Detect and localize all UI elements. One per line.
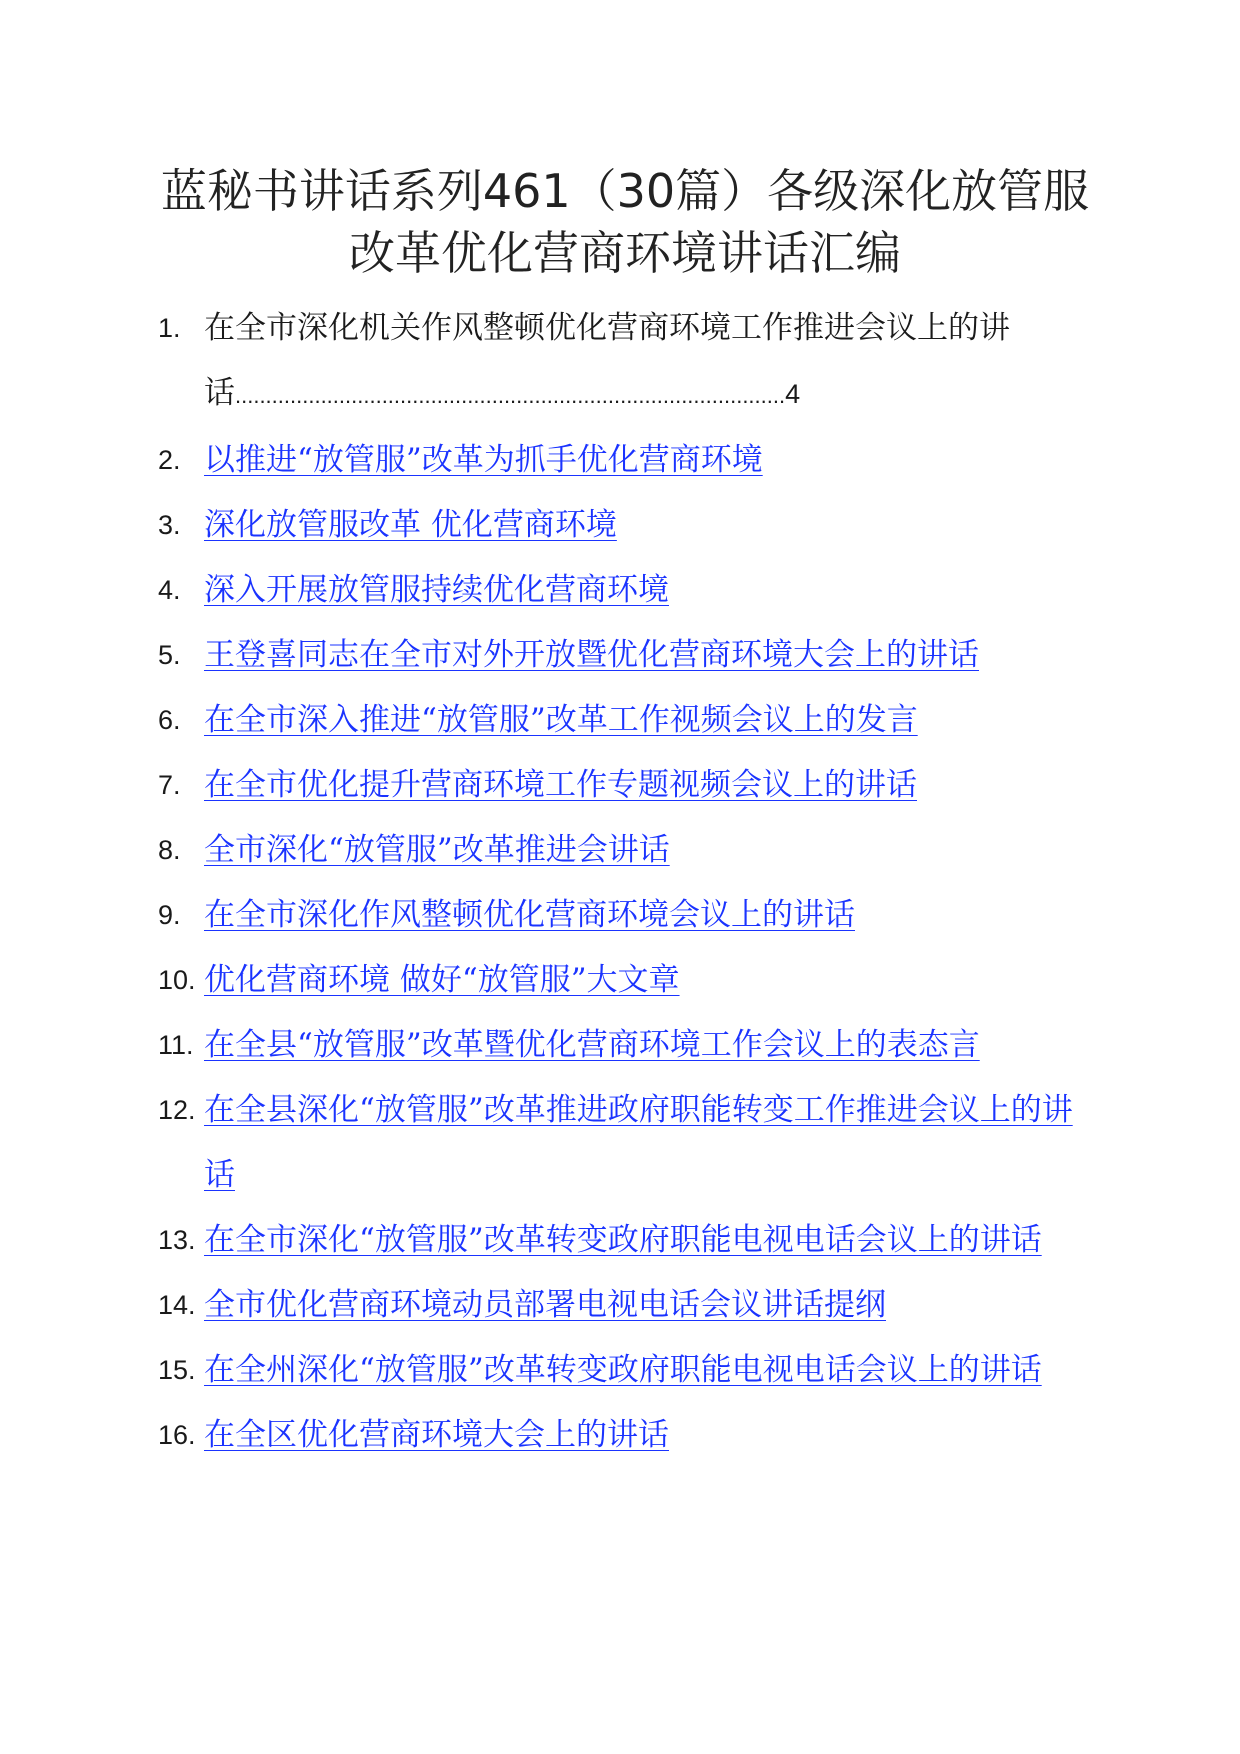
toc-number: 14. xyxy=(158,1290,196,1320)
toc-entry[interactable] xyxy=(158,1078,1098,1208)
toc-entry[interactable] xyxy=(158,688,1098,753)
toc-entry[interactable] xyxy=(158,1403,1098,1468)
toc-page-number: 4 xyxy=(785,379,801,409)
toc-number: 16. xyxy=(158,1420,196,1450)
toc-number: 15. xyxy=(158,1355,196,1385)
toc-number: 8. xyxy=(158,835,181,865)
toc-entry[interactable] xyxy=(158,623,1098,688)
toc-link[interactable]: 在全市优化提升营商环境工作专题视频会议上的讲话 xyxy=(204,767,917,803)
toc-entry[interactable] xyxy=(158,948,1098,1013)
toc-entry[interactable] xyxy=(158,1013,1098,1078)
toc-number: 4. xyxy=(158,575,181,605)
toc-leader-dots: .......................................................................................... xyxy=(235,383,786,408)
toc-entry[interactable] xyxy=(158,558,1098,623)
toc-entry-text-cont: 话 xyxy=(204,375,235,411)
toc-entry[interactable] xyxy=(158,1208,1098,1273)
toc-entry[interactable] xyxy=(158,428,1098,493)
toc-entry-1 xyxy=(158,296,1098,428)
toc-link[interactable]: 在全市深化作风整顿优化营商环境会议上的讲话 xyxy=(204,897,855,933)
toc-entry[interactable] xyxy=(158,883,1098,948)
toc-link[interactable]: 在全州深化“放管服”改革转变政府职能电视电话会议上的讲话 xyxy=(204,1352,1042,1388)
toc-link[interactable]: 在全县“放管服”改革暨优化营商环境工作会议上的表态言 xyxy=(204,1027,980,1063)
toc-number: 9. xyxy=(158,900,181,930)
table-of-contents xyxy=(158,296,1098,1468)
toc-link[interactable]: 深入开展放管服持续优化营商环境 xyxy=(204,572,669,608)
toc-entry[interactable] xyxy=(158,493,1098,558)
document-title: 蓝秘书讲话系列461（30篇）各级深化放管服改革优化营商环境讲话汇编 xyxy=(160,164,1090,280)
toc-link[interactable]: 在全县深化“放管服”改革推进政府职能转变工作推进会议上的讲话 xyxy=(204,1092,1073,1193)
toc-link[interactable]: 以推进“放管服”改革为抓手优化营商环境 xyxy=(204,442,763,478)
toc-link[interactable]: 在全市深化“放管服”改革转变政府职能电视电话会议上的讲话 xyxy=(204,1222,1042,1258)
toc-entry[interactable] xyxy=(158,1273,1098,1338)
toc-leader-line xyxy=(204,361,1030,428)
toc-link[interactable]: 优化营商环境 做好“放管服”大文章 xyxy=(204,962,680,998)
toc-number: 10. xyxy=(158,965,196,995)
toc-number: 2. xyxy=(158,445,181,475)
toc-number: 3. xyxy=(158,510,181,540)
toc-number: 13. xyxy=(158,1225,196,1255)
toc-link[interactable]: 在全市深入推进“放管服”改革工作视频会议上的发言 xyxy=(204,702,918,738)
toc-number: 5. xyxy=(158,640,181,670)
toc-number: 11. xyxy=(158,1030,194,1060)
toc-link[interactable]: 全市优化营商环境动员部署电视电话会议讲话提纲 xyxy=(204,1287,886,1323)
toc-link[interactable]: 在全区优化营商环境大会上的讲话 xyxy=(204,1417,669,1453)
toc-entry[interactable] xyxy=(158,818,1098,883)
toc-number: 1. xyxy=(158,313,181,343)
toc-entry-text: 在全市深化机关作风整顿优化营商环境工作推进会议上的讲 xyxy=(204,310,1010,346)
toc-number: 12. xyxy=(158,1095,196,1125)
toc-entry[interactable] xyxy=(158,1338,1098,1403)
toc-entry[interactable] xyxy=(158,753,1098,818)
toc-link[interactable]: 全市深化“放管服”改革推进会讲话 xyxy=(204,832,670,868)
toc-number: 7. xyxy=(158,770,181,800)
toc-link[interactable]: 王登喜同志在全市对外开放暨优化营商环境大会上的讲话 xyxy=(204,637,979,673)
toc-number: 6. xyxy=(158,705,181,735)
toc-link[interactable]: 深化放管服改革 优化营商环境 xyxy=(204,507,617,543)
